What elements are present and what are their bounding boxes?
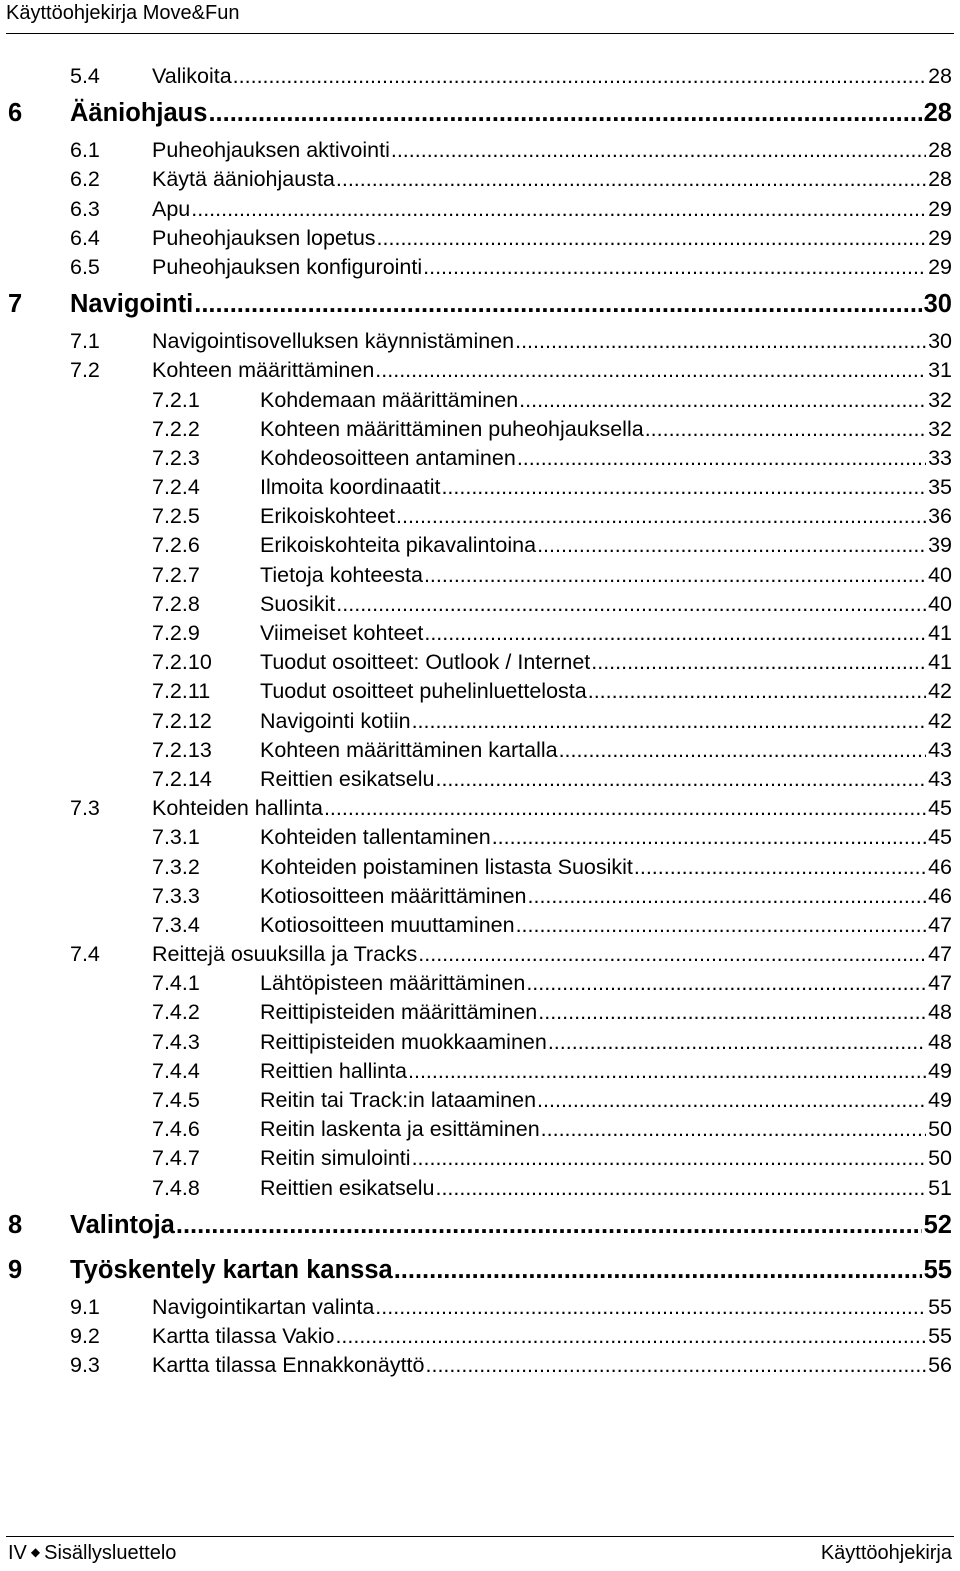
toc-page-number: 47 (928, 942, 952, 967)
dot-leader (517, 444, 926, 473)
toc-entry[interactable] (0, 195, 960, 224)
footer-section: Sisällysluettelo (44, 1542, 177, 1564)
dot-leader (412, 707, 927, 736)
toc-entry[interactable] (0, 1057, 960, 1086)
toc-entry[interactable] (0, 794, 960, 823)
toc-title: Navigointi kotiin (260, 708, 411, 733)
toc-entry[interactable] (0, 386, 960, 415)
toc-line (260, 386, 952, 415)
toc-page-number: 50 (928, 1117, 952, 1142)
toc-entry[interactable] (0, 62, 960, 91)
toc-page-number: 42 (928, 708, 952, 733)
toc-entry[interactable] (0, 590, 960, 619)
toc-line (260, 677, 952, 706)
toc-entry[interactable] (0, 1209, 960, 1248)
toc-entry[interactable] (0, 1293, 960, 1322)
toc-page-number: 41 (928, 621, 952, 645)
toc-entry[interactable] (0, 998, 960, 1027)
toc-number: 7.3 (70, 796, 100, 821)
footer-left (8, 1542, 176, 1565)
dot-leader (412, 1144, 927, 1173)
toc-title: Suosikit (260, 591, 336, 616)
toc-entry[interactable] (0, 648, 960, 677)
toc-entry[interactable] (0, 97, 960, 136)
toc-number: 7.4.7 (152, 1146, 200, 1171)
toc-line (260, 1057, 952, 1086)
toc-title: Navigointi (70, 290, 194, 319)
dot-leader (634, 853, 926, 882)
dot-leader (375, 1293, 926, 1322)
toc-number: 9.2 (70, 1323, 100, 1348)
toc-entry[interactable] (0, 1351, 960, 1380)
dot-leader (336, 165, 926, 194)
toc-title: Viimeiset kohteet (260, 621, 424, 645)
toc-number: 7.2.13 (152, 737, 212, 762)
toc-number: 6 (8, 99, 23, 128)
dot-leader (377, 224, 927, 253)
toc-title: Apu (152, 196, 191, 221)
toc-line (260, 765, 952, 794)
dot-leader (426, 1351, 927, 1380)
toc-title: Erikoiskohteita pikavalintoina (260, 533, 537, 558)
toc-title: Reittejä osuuksilla ja Tracks (152, 942, 418, 967)
toc-page-number: 31 (928, 358, 952, 383)
toc-title: Kotiosoitteen muuttaminen (260, 912, 515, 937)
toc-page-number: 32 (928, 416, 952, 441)
toc-page-number: 45 (928, 796, 952, 821)
toc-number: 7.3.3 (152, 883, 200, 908)
toc-line (260, 648, 952, 677)
toc-entry[interactable] (0, 356, 960, 385)
toc-page-number: 46 (928, 854, 952, 879)
toc-page-number: 45 (928, 825, 952, 850)
dot-leader (424, 619, 926, 648)
toc-entry[interactable] (0, 224, 960, 253)
toc-line (260, 969, 952, 998)
toc-number: 5.4 (70, 64, 100, 88)
toc-title: Navigointisovelluksen käynnistäminen (152, 329, 515, 354)
toc-entry[interactable] (0, 531, 960, 560)
toc-number: 6.2 (70, 167, 100, 192)
toc-line (260, 1144, 952, 1173)
toc-title: Reittien esikatselu (260, 1175, 435, 1200)
toc-page-number: 28 (928, 138, 952, 163)
dot-leader (191, 195, 926, 224)
dot-leader (408, 1057, 926, 1086)
toc-number: 7.2 (70, 358, 100, 383)
toc-page-number: 41 (928, 650, 952, 675)
toc-entry[interactable] (0, 1086, 960, 1115)
toc-line (152, 356, 952, 385)
toc-entry[interactable] (0, 561, 960, 590)
toc-title: Kohteiden hallinta (152, 796, 323, 821)
toc-number: 7.3.4 (152, 912, 200, 937)
toc-number: 7.2.10 (152, 650, 212, 675)
toc-number: 7.4.2 (152, 1000, 200, 1025)
toc-number: 7.4.1 (152, 971, 200, 996)
toc-number: 7.2.7 (152, 562, 200, 587)
dot-leader (548, 1028, 926, 1057)
toc-number: 7.2.12 (152, 708, 212, 733)
toc-line (260, 619, 952, 648)
toc-number: 7.4 (70, 942, 100, 967)
toc-title: Reittien hallinta (260, 1058, 408, 1083)
toc-page-number: 29 (928, 254, 952, 279)
toc-entry[interactable] (0, 911, 960, 940)
toc-line (260, 1174, 952, 1203)
toc-page-number: 49 (928, 1088, 952, 1112)
toc-number: 7.4.6 (152, 1117, 200, 1142)
dot-leader (194, 288, 921, 320)
toc-number: 7.2.5 (152, 504, 200, 529)
toc-page-number: 42 (928, 679, 952, 704)
toc-line (260, 415, 952, 444)
dot-leader (435, 765, 926, 794)
toc-page-number: 43 (928, 766, 952, 791)
toc-title: Puheohjauksen aktivointi (152, 138, 390, 163)
toc-line (152, 940, 952, 969)
toc-number: 7.2.4 (152, 475, 200, 500)
dot-leader (537, 1086, 926, 1115)
dot-leader (233, 62, 926, 91)
dot-leader (541, 1115, 926, 1144)
toc-page-number: 52 (923, 1210, 952, 1239)
toc-line (260, 531, 952, 560)
toc-line (152, 165, 952, 194)
dot-leader (394, 1254, 922, 1286)
toc-line (260, 444, 952, 473)
toc-entry[interactable] (0, 823, 960, 852)
toc-number: 7.3.1 (152, 825, 200, 850)
toc-line (152, 1351, 952, 1380)
toc-page-number: 30 (923, 290, 952, 319)
toc-number: 9.1 (70, 1294, 100, 1319)
toc-title: Puheohjauksen lopetus (152, 225, 376, 250)
toc-line (260, 853, 952, 882)
toc-entry[interactable] (0, 765, 960, 794)
toc-page-number: 29 (928, 225, 952, 250)
toc-title: Erikoiskohteet (260, 504, 396, 529)
dot-leader (396, 502, 926, 531)
toc-page-number: 56 (928, 1353, 952, 1378)
toc-line (260, 707, 952, 736)
toc-line (260, 1115, 952, 1144)
dot-leader (418, 940, 926, 969)
toc-number: 7.2.11 (152, 679, 211, 704)
diamond-icon: ◆ (30, 1545, 41, 1559)
toc-page-number: 40 (928, 562, 952, 587)
toc-line (152, 794, 952, 823)
toc-number: 7.2.8 (152, 591, 200, 616)
toc-page-number: 32 (928, 387, 952, 412)
toc-entry[interactable] (0, 473, 960, 502)
toc-number: 7.2.2 (152, 416, 200, 441)
toc-title: Reitin simulointi (260, 1146, 411, 1171)
toc-entry[interactable] (0, 1174, 960, 1203)
dot-leader (538, 998, 926, 1027)
toc-title: Ilmoita koordinaatit (260, 475, 441, 500)
dot-leader (528, 882, 927, 911)
toc-line (152, 136, 952, 165)
toc-title: Reittien esikatselu (260, 766, 435, 791)
toc-title: Tietoja kohteesta (260, 562, 423, 587)
toc-entry[interactable] (0, 444, 960, 473)
toc-page-number: 40 (928, 591, 952, 616)
toc-page-number: 51 (928, 1175, 952, 1200)
toc-page-number: 55 (928, 1294, 952, 1319)
toc-entry[interactable] (0, 940, 960, 969)
footer-right: Käyttöohjekirja (820, 1542, 952, 1564)
toc-line (260, 911, 952, 940)
toc-page-number: 47 (928, 971, 952, 996)
toc-title: Kohteiden tallentaminen (260, 825, 491, 850)
toc-title: Kartta tilassa Ennakkonäyttö (152, 1353, 425, 1378)
toc-entry[interactable] (0, 502, 960, 531)
toc-line (260, 473, 952, 502)
toc-number: 7 (8, 290, 23, 319)
toc-entry[interactable] (0, 288, 960, 327)
toc-page-number: 30 (928, 329, 952, 354)
toc-line (260, 998, 952, 1027)
dot-leader (441, 473, 926, 502)
header-title: Käyttöohjekirja Move&Fun (6, 2, 240, 24)
toc-page-number: 33 (928, 445, 952, 470)
toc-line (70, 288, 952, 320)
toc-title: Reitin tai Track:in lataaminen (260, 1088, 537, 1112)
toc-line (260, 823, 952, 852)
toc-page-number: 55 (923, 1255, 952, 1284)
toc-number: 7.2.1 (152, 387, 200, 412)
toc-number: 9.3 (70, 1353, 100, 1378)
toc-line (152, 1322, 952, 1351)
toc-number: 7.1 (70, 329, 100, 354)
toc-page-number: 39 (928, 533, 952, 558)
dot-leader (591, 648, 926, 677)
toc-title: Työskentely kartan kanssa (70, 1255, 393, 1284)
toc-line (152, 224, 952, 253)
dot-leader (492, 823, 926, 852)
toc-number: 7.4.4 (152, 1058, 200, 1083)
toc-title: Puheohjauksen konfigurointi (152, 254, 423, 279)
toc-page-number: 47 (928, 912, 952, 937)
toc-entry[interactable] (0, 707, 960, 736)
toc-line (152, 1293, 952, 1322)
toc-number: 6.4 (70, 225, 100, 250)
toc-title: Reittipisteiden muokkaaminen (260, 1029, 547, 1054)
toc-number: 7.2.6 (152, 533, 200, 558)
dot-leader (176, 1209, 922, 1241)
toc-entry[interactable] (0, 677, 960, 706)
toc-line (260, 882, 952, 911)
toc-line (260, 590, 952, 619)
toc-number: 7.3.2 (152, 854, 200, 879)
toc-number: 7.4.3 (152, 1029, 200, 1054)
dot-leader (645, 415, 926, 444)
toc-title: Reittipisteiden määrittäminen (260, 1000, 538, 1025)
toc-number: 9 (8, 1255, 23, 1284)
toc-line (260, 502, 952, 531)
toc-entry[interactable] (0, 736, 960, 765)
toc-page-number: 35 (928, 475, 952, 500)
toc-number: 6.5 (70, 254, 100, 279)
toc-number: 8 (8, 1210, 23, 1239)
dot-leader (336, 590, 926, 619)
dot-leader (424, 561, 926, 590)
toc-entry[interactable] (0, 882, 960, 911)
toc-number: 7.4.8 (152, 1175, 200, 1200)
toc-title: Kohteiden poistaminen listasta Suosikit (260, 854, 633, 879)
toc-title: Tuodut osoitteet puhelinluettelosta (260, 679, 587, 704)
toc-entry[interactable] (0, 1144, 960, 1173)
dot-leader (559, 736, 927, 765)
toc-title: Ääniohjaus (70, 99, 208, 128)
toc-page-number: 28 (928, 167, 952, 192)
toc-entry[interactable] (0, 969, 960, 998)
dot-leader (537, 531, 926, 560)
toc-title: Lähtöpisteen määrittäminen (260, 971, 526, 996)
toc-line (152, 195, 952, 224)
toc-title: Kohdemaan määrittäminen (260, 387, 519, 412)
toc-title: Valikoita (152, 64, 232, 88)
toc-page-number: 36 (928, 504, 952, 529)
toc-entry[interactable] (0, 253, 960, 282)
toc-page-number: 29 (928, 196, 952, 221)
toc-page-number: 46 (928, 883, 952, 908)
page-footer (6, 1536, 954, 1571)
dot-leader (324, 794, 926, 823)
toc-entry[interactable] (0, 1115, 960, 1144)
toc-line (260, 736, 952, 765)
toc-title: Käytä ääniohjausta (152, 167, 335, 192)
dot-leader (335, 1322, 926, 1351)
toc-title: Kartta tilassa Vakio (152, 1323, 335, 1348)
toc-line (70, 97, 952, 129)
toc-entry[interactable] (0, 327, 960, 356)
toc-title: Kohdeosoitteen antaminen (260, 445, 516, 470)
toc-title: Kohteen määrittäminen kartalla (260, 737, 558, 762)
toc-title: Kohteen määrittäminen puheohjauksella (260, 416, 644, 441)
toc-title: Kotiosoitteen määrittäminen (260, 883, 527, 908)
dot-leader (375, 356, 926, 385)
dot-leader (526, 969, 926, 998)
dot-leader (423, 253, 926, 282)
toc-line (152, 253, 952, 282)
toc-number: 7.2.14 (152, 766, 212, 791)
toc-title: Tuodut osoitteet: Outlook / Internet (260, 650, 591, 675)
toc-line (70, 1209, 952, 1241)
page-header (6, 0, 954, 34)
dot-leader (435, 1174, 926, 1203)
toc-number: 6.1 (70, 138, 100, 163)
toc-line (260, 1028, 952, 1057)
toc-page-number: 43 (928, 737, 952, 762)
toc-title: Kohteen määrittäminen (152, 358, 375, 383)
toc-line (152, 62, 952, 91)
toc-title: Valintoja (70, 1210, 175, 1239)
toc-page-number: 50 (928, 1146, 952, 1171)
dot-leader (391, 136, 926, 165)
toc-entry[interactable] (0, 853, 960, 882)
dot-leader (588, 677, 926, 706)
toc-page-number: 48 (928, 1000, 952, 1025)
dot-leader (208, 97, 921, 129)
toc-page-number: 28 (923, 99, 952, 128)
toc-entry[interactable] (0, 1028, 960, 1057)
toc-number: 7.2.3 (152, 445, 200, 470)
dot-leader (516, 911, 927, 940)
toc-number: 7.4.5 (152, 1088, 200, 1112)
toc-page-number: 28 (928, 64, 952, 88)
toc-line (260, 561, 952, 590)
toc-title: Reitin laskenta ja esittäminen (260, 1117, 540, 1142)
toc-number: 6.3 (70, 196, 100, 221)
toc-entry[interactable] (0, 1254, 960, 1293)
toc-title: Navigointikartan valinta (152, 1294, 375, 1319)
toc-entry[interactable] (0, 415, 960, 444)
toc-number: 7.2.9 (152, 621, 200, 645)
toc-entry[interactable] (0, 1322, 960, 1351)
toc-line (152, 327, 952, 356)
toc-entry[interactable] (0, 619, 960, 648)
toc-page-number: 48 (928, 1029, 952, 1054)
toc-page-number: 55 (928, 1323, 952, 1348)
toc-entry[interactable] (0, 165, 960, 194)
toc-line (70, 1254, 952, 1286)
table-of-contents (0, 62, 960, 1380)
toc-entry[interactable] (0, 136, 960, 165)
footer-page-number: IV (8, 1542, 27, 1564)
toc-page-number: 49 (928, 1058, 952, 1083)
dot-leader (515, 327, 926, 356)
dot-leader (519, 386, 926, 415)
toc-line (260, 1086, 952, 1115)
